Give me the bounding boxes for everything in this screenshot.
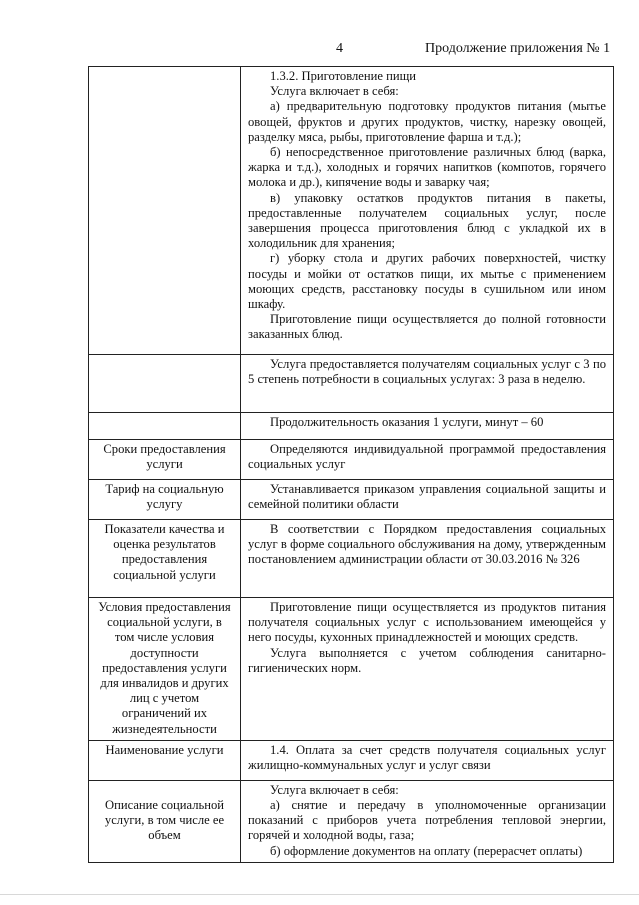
table-row xyxy=(89,355,614,413)
table-row xyxy=(89,780,614,862)
scan-edge-line xyxy=(0,894,639,895)
service-item-b: б) непосредственное приготовление различных блюд (варка, жарка и т.д.), холодных и горячих напитков (компотов, горячего молока и др.), кипячение воды и заварку чая; xyxy=(248,145,606,190)
service-table xyxy=(88,66,614,863)
frequency-text: Услуга предоставляется получателям социальных услуг с 3 по 5 степень потребности в социальных услугах: 3 раза в неделю. xyxy=(248,357,606,387)
tariff-label-text: Тариф на социальную услугу xyxy=(105,482,224,512)
service-name-label xyxy=(89,740,241,780)
quality-label xyxy=(89,520,241,598)
tariff-value-cell xyxy=(241,480,614,520)
quality-label-text: Показатели качества и оценка результатов предоставления социальной услуги xyxy=(104,522,225,582)
terms-label xyxy=(89,440,241,480)
service-item-a: а) предварительную подготовку продуктов питания (мытье овощей, фруктов и других продуктов, чистку, нарезку овощей, разделку мяса, рыбы, приготовление фарша и т.д.); xyxy=(248,99,606,144)
table-row xyxy=(89,67,614,355)
service-heading: 1.3.2. Приготовление пищи xyxy=(270,69,417,83)
quality-value: В соответствии с Порядком предоставления социальных услуг в форме социального обслуживания на дому, утвержденным постановлением администрации области от 30.03.2016 № 326 xyxy=(248,522,606,567)
terms-value: Определяются индивидуальной программой предоставления социальных услуг xyxy=(248,442,606,472)
description-intro: Услуга включает в себя: xyxy=(270,782,399,797)
page-number: 4 xyxy=(336,41,343,56)
description-label xyxy=(89,780,241,862)
service-name-value: 1.4. Оплата за счет средств получателя социальных услуг жилищно-коммунальных услуг и услуг связи xyxy=(248,742,606,773)
table-row xyxy=(89,440,614,480)
label-cell-empty xyxy=(89,413,241,440)
conditions-value-cell xyxy=(241,598,614,741)
service-completion-note: Приготовление пищи осуществляется до полной готовности заказанных блюд. xyxy=(248,312,606,342)
quality-value-cell xyxy=(241,520,614,598)
table-row xyxy=(89,520,614,598)
description-value-cell xyxy=(241,780,614,862)
duration-text: Продолжительность оказания 1 услуги, минут – 60 xyxy=(270,415,544,429)
service-intro: Услуга включает в себя: xyxy=(270,84,399,99)
tariff-value: Устанавливается приказом управления социальной защиты и семейной политики области xyxy=(248,482,606,512)
table-row xyxy=(89,598,614,741)
table-row xyxy=(89,740,614,780)
conditions-text-2: Услуга выполняется с учетом соблюдения санитарно-гигиенических норм. xyxy=(248,645,606,675)
service-name-label-text: Наименование услуги xyxy=(105,742,224,757)
conditions-label-text: Условия предоставления социальной услуги, в том числе условия доступности предоставления услуги для инвалидов и других лиц с учетом ограничений их жизнедеятельности xyxy=(98,600,231,736)
conditions-text-1: Приготовление пищи осуществляется из продуктов питания получателя социальных услуг с использованием имеющейся у него посуды, кухонных принадлежностей и моющих средств. xyxy=(248,600,606,645)
appendix-note: Продолжение приложения № 1 xyxy=(425,41,611,56)
service-item-c: в) упаковку остатков продуктов питания в пакеты, предоставленные получателем социальных услуг, после завершения процесса приготовления блюд с укладкой их в холодильник для хранения; xyxy=(248,190,606,251)
label-cell-empty xyxy=(89,67,241,355)
label-cell-empty xyxy=(89,355,241,413)
service-item-d: г) уборку стола и других рабочих поверхностей, чистку посуды и мойки от остатков пищи, их мытье с применением моющих средств, расстановку посуды в сушильном или ином шкафу. xyxy=(248,251,606,312)
terms-label-text: Сроки предоставления услуги xyxy=(103,442,226,472)
tariff-label xyxy=(89,480,241,520)
description-item-a: а) снятие и передачу в уполномоченные организации показаний с приборов учета потребления тепловой энергии, горячей и холодной воды, газа; xyxy=(248,798,606,843)
frequency-cell xyxy=(241,355,614,413)
table-row xyxy=(89,480,614,520)
cooking-service-description-cell xyxy=(241,67,614,355)
description-item-b: б) оформление документов на оплату (перерасчет оплаты) xyxy=(270,843,583,858)
terms-value-cell xyxy=(241,440,614,480)
description-label-text: Описание социальной услуги, в том числе ее объем xyxy=(104,798,225,843)
table-row xyxy=(89,413,614,440)
duration-cell xyxy=(241,413,614,440)
service-name-value-cell xyxy=(241,740,614,780)
conditions-label xyxy=(89,598,241,741)
